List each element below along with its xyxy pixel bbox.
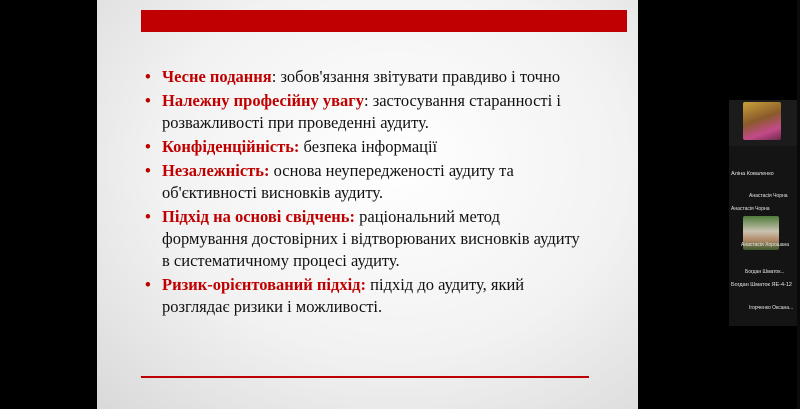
bullet-term: Ризик-орієнтований підхід: <box>162 275 367 294</box>
participant-tile[interactable] <box>729 212 798 262</box>
bullet-text: : застосування старанності і розважливості при проведенні аудиту. <box>162 91 561 132</box>
bullet-dot-icon: • <box>145 207 151 226</box>
bullet-text: основа неупередженості аудиту та об'єктивності висновків аудиту. <box>162 161 514 202</box>
participant-name: Аліна Коваленко <box>731 171 774 177</box>
participants-panel <box>729 100 798 326</box>
participant-tile[interactable] <box>729 100 798 146</box>
bullet-text: раціональний метод формування достовірних і відтворюваних висновків аудиту в систематичному процесі аудиту. <box>162 207 580 270</box>
bullet-text: підхід до аудиту, який розглядає ризики і можливості. <box>162 275 525 316</box>
bullet-item <box>145 274 585 318</box>
bullet-term: Конфіденційність: <box>162 137 300 156</box>
participant-name: Анастасія Хорошана <box>741 242 790 248</box>
bullet-dot-icon: • <box>145 275 151 294</box>
participant-name: Анастасія Чорна <box>731 206 770 212</box>
participant-name: Богдан Шматок ЯЕ-4-12 <box>731 282 792 288</box>
bullet-dot-icon: • <box>145 137 151 156</box>
bullet-text: : зобов'язання звітувати правдиво і точно <box>271 67 561 86</box>
bullet-dot-icon: • <box>145 67 151 86</box>
bullet-item <box>145 160 585 204</box>
bullet-item <box>145 136 585 158</box>
bullet-term: Підхід на основі свідчень: <box>162 207 356 226</box>
bullet-dot-icon: • <box>145 91 151 110</box>
bullet-text: безпека інформації <box>299 137 438 156</box>
slide-title-bar <box>141 10 627 32</box>
slide-bullet-list <box>145 66 585 320</box>
bullet-term: Незалежність: <box>162 161 270 180</box>
presentation-slide <box>97 0 638 409</box>
slide-footer-line <box>141 376 589 378</box>
participant-name: Ігорченко Оксана... <box>749 305 794 311</box>
bullet-item <box>145 90 585 134</box>
participant-name: Богдан Шматок... <box>745 269 785 275</box>
participant-video-thumbnail <box>743 102 781 140</box>
participant-name: Анастасія Чорна <box>749 193 788 199</box>
bullet-dot-icon: • <box>145 161 151 180</box>
bullet-term: Належну професійну увагу <box>162 91 364 110</box>
bullet-item <box>145 206 585 272</box>
bullet-item <box>145 66 585 88</box>
bullet-term: Чесне подання <box>162 67 272 86</box>
